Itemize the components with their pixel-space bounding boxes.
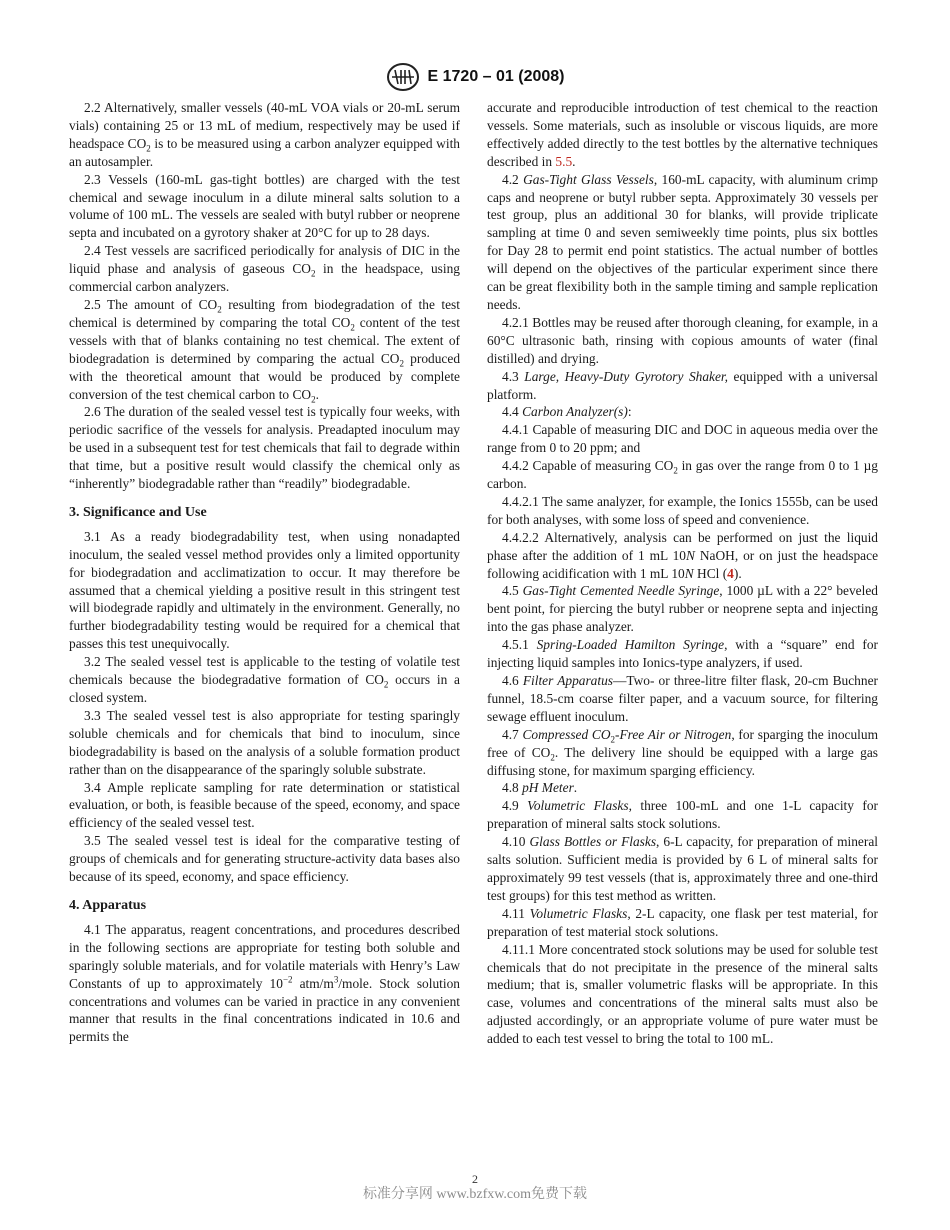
para-3-1: 3.1 As a ready biodegradability test, when using nonadapted inoculum, the sealed vessel method provides only a limited opportunity for biodegradation and acclimatization to occur. It may therefore be assumed that a chemical yielding a positive result in this stringent test will biodegrade rapidly and ultimately in the environment. Generally, no further biodegradability testing would be required for a chemical that passes this test unequivocally. xyxy=(69,528,460,652)
para-4-4-2-2: 4.4.2.2 Alternatively, analysis can be performed on just the liquid phase after the addition of 1 mL 10N NaOH, or on just the headspace following acidification with 1 mL 10N HCl (4). xyxy=(487,529,879,581)
right-column xyxy=(487,99,878,1048)
para-2-3: 2.3 Vessels (160-mL gas-tight bottles) are charged with the test chemical and sewage inoculum in a dilute mineral salts solution to a volume of 100 mL. The vessels are sealed with butyl rubber or neoprene septa and incubated on a gyrotory shaker at 20°C for up to 28 days. xyxy=(69,171,460,241)
para-4-5: 4.5 Gas-Tight Cemented Needle Syringe, 1000 µL with a 22° beveled bent point, for piercing the butyl rubber or neoprene septa and injecting into the gas phase analyzer. xyxy=(487,583,878,635)
para-4-4-2-1: 4.4.2.1 The same analyzer, for example, the Ionics 1555b, can be used for both analyses, with some loss of speed and convenience. xyxy=(487,493,878,527)
para-4-2: 4.2 Gas-Tight Glass Vessels, 160-mL capacity, with aluminum crimp caps and neoprene or butyl rubber septa. Approximately 30 vessels per test group, plus an additional 30 for blanks, will provide triplicate sampling at time 0 and seven semiweekly time points, plus six bottles for Day 28 to permit end point statistics. The actual number of bottles will depend on the objectives of the particular experiment since there can be great flexibility both in the sample timing and sample replication needs. xyxy=(487,171,879,312)
page-number: 2 xyxy=(472,1172,478,1186)
para-2-5: 2.5 The amount of $CO_2$ resulting from biodegradation of the test chemical is determined by comparing the total $CO_2$ content of the test vessels with that of blanks containing no test chemical. The extent of biodegradation is determined by comparing the actual $CO_2$ produced with the theoretical amount that would be produced by complete conversion of the test chemical carbon to $CO_2$. xyxy=(69,296,461,405)
para-4-8: 4.8 pH Meter. xyxy=(502,780,578,796)
para-4-2-1: 4.2.1 Bottles may be reused after thorough cleaning, for example, in a 60°C ultrasonic bath, rinsing with copious amounts of water (final distilled) and drying. xyxy=(487,314,878,366)
para-2-4: 2.4 Test vessels are sacrificed periodically for analysis of DIC in the liquid phase and analysis of gaseous $CO_2$ in the headspace, using commercial carbon analyzers. xyxy=(69,243,460,295)
watermark-footer: 标准分享网 www.bzfxw.com免费下载 xyxy=(362,1187,588,1202)
para-3-5: 3.5 The sealed vessel test is ideal for the comparative testing of groups of chemicals and for generating structure-activity data bases also because of its speed, economy, and space efficiency. xyxy=(69,833,460,885)
para-4-4: 4.4 Carbon Analyzer(s): xyxy=(502,404,632,420)
para-4-10: 4.10 Glass Bottles or Flasks, 6-L capacity, for preparation of mineral salts solution. Sufficient media is provided by 6 L of mineral salts for approximately 99 test vessels (that is, approximately three and one-third test groups) for this test method as written. xyxy=(487,834,879,903)
para-4-7: 4.7 Compressed $CO_2$-Free Air or Nitrogen, for sparging the inoculum free of $CO_2$. The delivery line should be equipped with a large gas diffusing stone, for maximum sparging efficiency. xyxy=(487,726,878,778)
para-3-3: 3.3 The sealed vessel test is also appropriate for testing sparingly soluble chemicals and for chemicals that bind to inoculum, since biodegradability is based on the analysis of a soluble formation product rather than on the disappearance of the sparingly soluble substrate. xyxy=(69,707,460,777)
para-3-4: 3.4 Ample replicate sampling for rate determination or statistical evaluation, or both, is feasible because of the speed, economy, and space efficiency of the sealed vessel test. xyxy=(69,779,460,831)
section-4-heading: 4. Apparatus xyxy=(69,897,147,913)
para-4-11-1: 4.11.1 More concentrated stock solutions may be used for soluble test chemicals that do not precipitate in the presence of the mineral salts medium; that is, smaller volumetric flasks will be appropriate. In this case, volumes and concentrations of the mineral salts must also be adjusted accordingly, or an appropriate volume of pure water must be added to each test vessel to bring the total to 100 mL. xyxy=(487,941,878,1047)
left-column xyxy=(69,99,460,1046)
para-2-6: 2.6 The duration of the sealed vessel test is typically four weeks, with periodic sacrifice of the vessels for analysis. Preadapted inoculum may be used in a subsequent test for test chemicals that fail to degrade within that time, but a positive result would classify the chemical only as “inherently” biodegradable rather than “readily” biodegradable. xyxy=(69,404,460,492)
ref-4-link[interactable]: 4 xyxy=(727,565,734,581)
astm-logo-icon xyxy=(386,62,420,92)
ref-5-5-link[interactable]: 5.5 xyxy=(555,153,573,169)
para-4-11: 4.11 Volumetric Flasks, 2-L capacity, one flask per test material, for preparation of test material stock solutions. xyxy=(487,905,878,939)
para-4-4-1: 4.4.1 Capable of measuring DIC and DOC in aqueous media over the range from 0 to 20 ppm; and xyxy=(487,422,878,456)
para-3-2: 3.2 The sealed vessel test is applicable to the testing of volatile test chemicals because the biodegradative formation of $CO_2$ occurs in a closed system. xyxy=(69,654,460,705)
para-4-9: 4.9 Volumetric Flasks, three 100-mL and one 1-L capacity for preparation of mineral salts stock solutions. xyxy=(487,798,878,832)
para-4-6: 4.6 Filter Apparatus—Two- or three-litre filter flask, 20-cm Buchner funnel, 18.5-cm coarse filter paper, and a vacuum source, for filtering sewage effluent inoculum. xyxy=(487,673,878,724)
para-4-1: 4.1 The apparatus, reagent concentrations, and procedures described in the following sections are appropriate for testing both soluble and sparingly soluble materials, and for volatile materials with Henry’s Law Constants of up to approximately $10^{-2}$ atm/$m^3$/mole. Stock solution concentrations and volumes can be varied in practice in any convenient manner that results in the final concentrations indicated in 10.6 and permits the xyxy=(69,921,460,1045)
para-2-2: 2.2 Alternatively, smaller vessels (40-mL VOA vials or 20-mL serum vials) containing 25 or 13 mL of medium, respectively may be used if headspace $CO_2$ is to be measured using a carbon analyzer equipped with an autosampler. xyxy=(69,100,460,169)
page-header xyxy=(0,62,950,92)
section-3-heading: 3. Significance and Use xyxy=(69,504,207,520)
para-4-1-continued: accurate and reproducible introduction of test chemical to the reaction vessels. Some materials, such as insoluble or viscous liquids, are more effectively added directly to the test bottles by the alternative techniques described in 5.5. xyxy=(487,100,878,169)
para-4-5-1: 4.5.1 Spring-Loaded Hamilton Syringe, with a “square” end for injecting liquid samples into Ionics-type analyzers, if used. xyxy=(487,637,878,671)
para-4-4-2: 4.4.2 Capable of measuring $CO_2$ in gas over the range from 0 to 1 µg carbon. xyxy=(487,458,878,492)
para-4-3: 4.3 Large, Heavy-Duty Gyrotory Shaker, equipped with a universal platform. xyxy=(487,368,878,402)
standard-designation: E 1720 – 01 (2008) xyxy=(427,68,565,85)
